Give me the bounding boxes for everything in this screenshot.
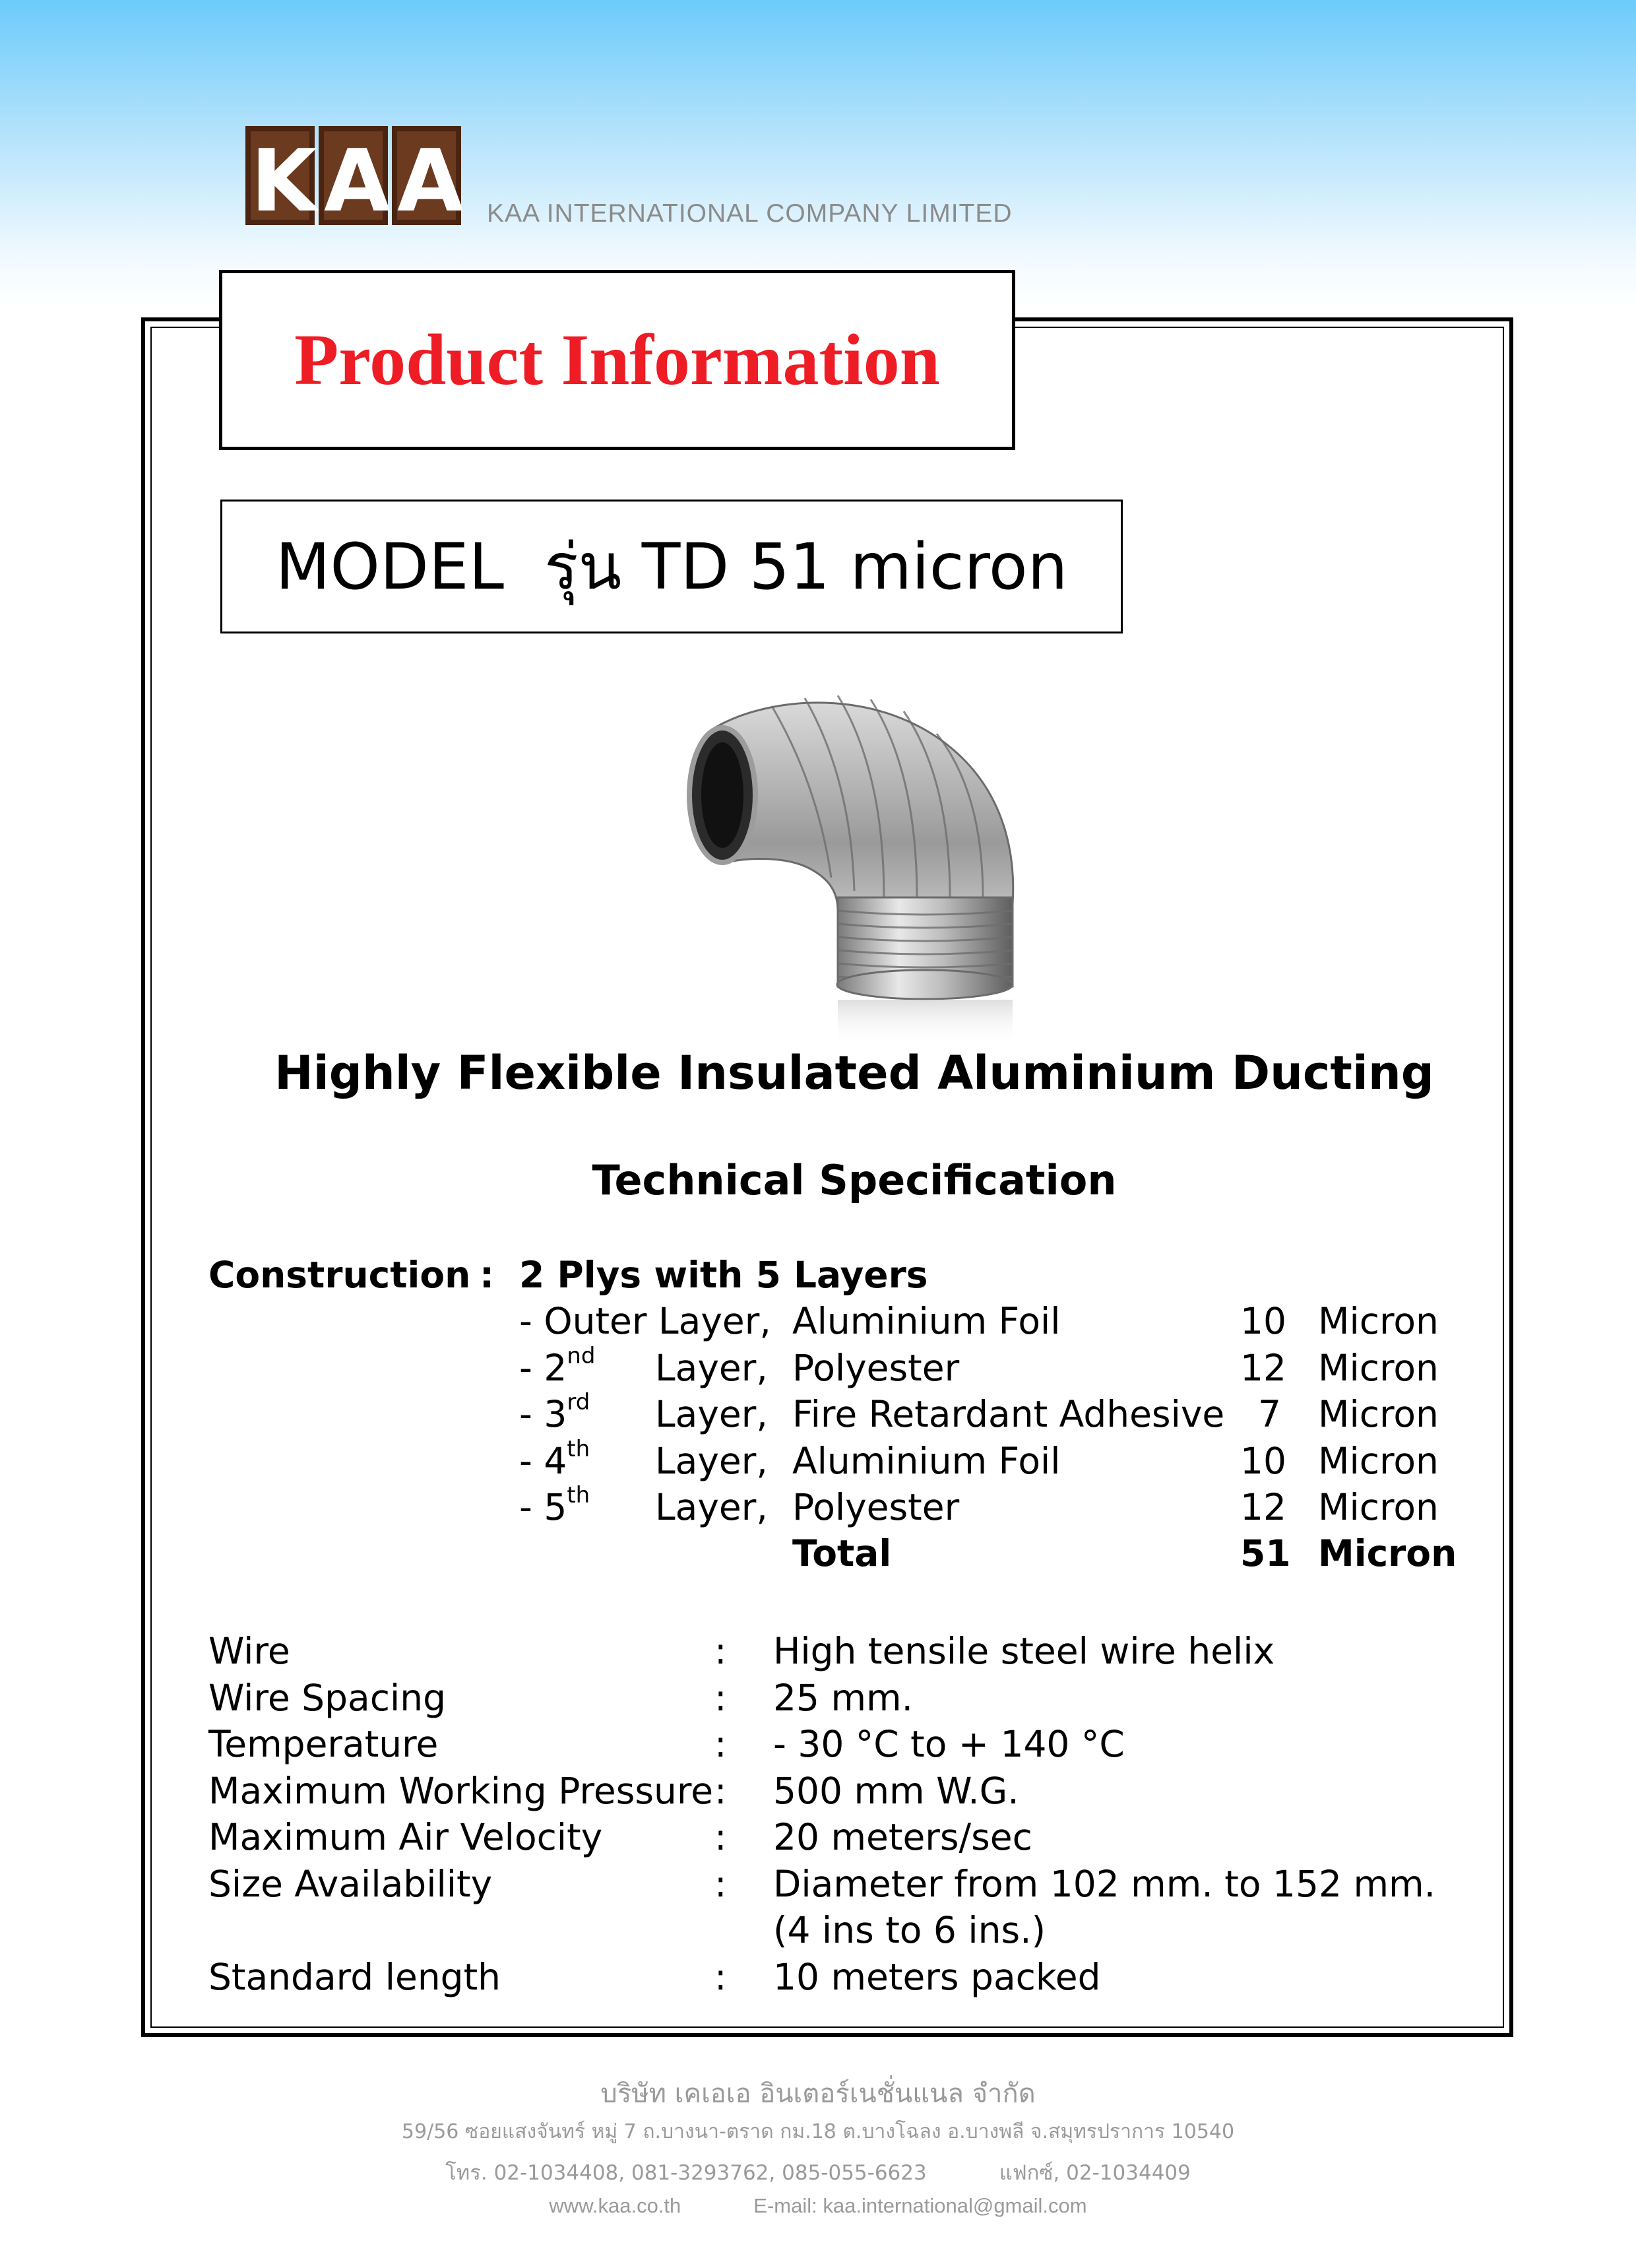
company-logo xyxy=(245,126,464,231)
layer-thickness: 12 xyxy=(1240,1486,1286,1528)
layer-unit: Micron xyxy=(1318,1346,1439,1389)
model-label: MODEL รุ่น TD 51 micron xyxy=(275,529,1068,604)
layer-prefix-text: - 5 xyxy=(519,1486,567,1528)
spec-value: 20 meters/sec xyxy=(773,1816,1032,1858)
layer-prefix xyxy=(519,1435,590,1482)
spec-label: Maximum Working Pressure xyxy=(208,1769,714,1812)
spec-separator: : xyxy=(714,1816,727,1858)
total-qty: 51 xyxy=(1240,1532,1291,1574)
spec-label: Size Availability xyxy=(208,1862,493,1905)
layer-word: Layer, xyxy=(655,1393,768,1435)
footer-contact xyxy=(0,2156,1636,2189)
company-name: KAA INTERNATIONAL COMPANY LIMITED xyxy=(487,199,1013,228)
spec-value: High tensile steel wire helix xyxy=(773,1630,1275,1672)
construction-value: 2 Plys with 5 Layers xyxy=(519,1254,928,1296)
spec-label: Standard length xyxy=(208,1955,501,1998)
layer-ordinal-suffix: th xyxy=(567,1482,590,1508)
spec-heading: Technical Specification xyxy=(592,1156,1117,1204)
spec-separator: : xyxy=(714,1723,727,1765)
layer-prefix xyxy=(519,1482,590,1528)
layer-word: Layer, xyxy=(655,1486,768,1528)
logo-letter-k: K xyxy=(245,126,315,225)
footer-email[interactable]: E-mail: kaa.international@gmail.com xyxy=(753,2194,1087,2217)
title-box xyxy=(219,270,1015,450)
layer-ordinal-suffix: rd xyxy=(567,1389,590,1415)
layer-prefix-text: - 2 xyxy=(519,1346,567,1389)
layer-thickness: 10 xyxy=(1240,1439,1286,1482)
layer-prefix xyxy=(519,1300,771,1342)
duct-product-image xyxy=(673,680,1042,1049)
footer-address: 59/56 ซอยแสงจันทร์ หมู่ 7 ถ.บางนา-ตราด กม.18 ต.บางโฉลง อ.บางพลี จ.สมุทรปราการ 10540 xyxy=(401,2120,1235,2143)
spec-value: 25 mm. xyxy=(773,1676,914,1719)
total-label: Total xyxy=(792,1532,892,1574)
product-title: Highly Flexible Insulated Aluminium Ducting xyxy=(274,1046,1434,1100)
layer-unit: Micron xyxy=(1318,1300,1439,1342)
spec-separator: : xyxy=(714,1676,727,1719)
construction-label: Construction xyxy=(208,1254,471,1296)
page-title: Product Information xyxy=(294,319,940,400)
layer-thickness: 7 xyxy=(1258,1393,1281,1435)
spec-value: 10 meters packed xyxy=(773,1955,1101,1998)
logo-letter-a-2: A xyxy=(392,126,461,225)
logo-letter-a: A xyxy=(319,126,388,225)
total-unit: Micron xyxy=(1318,1532,1457,1574)
layer-prefix xyxy=(519,1389,590,1435)
spec-label: Wire Spacing xyxy=(208,1676,446,1719)
layer-word: Layer, xyxy=(658,1300,771,1342)
layer-prefix xyxy=(519,1342,596,1389)
layer-prefix-text: - 4 xyxy=(519,1439,567,1482)
footer-tel: โทร. 02-1034408, 081-3293762, 085-055-6623 xyxy=(445,2161,927,2185)
layer-material: Polyester xyxy=(792,1346,960,1389)
layer-unit: Micron xyxy=(1318,1439,1439,1482)
model-box xyxy=(220,500,1123,633)
layer-unit: Micron xyxy=(1318,1486,1439,1528)
layer-prefix-text: - Outer xyxy=(519,1300,647,1342)
spec-separator: : xyxy=(714,1862,727,1905)
spec-value: - 30 °C to + 140 °C xyxy=(773,1723,1125,1765)
layer-ordinal-suffix: th xyxy=(567,1435,590,1462)
layer-material: Aluminium Foil xyxy=(792,1300,1061,1342)
layer-prefix-text: - 3 xyxy=(519,1393,567,1435)
footer-company-thai: บริษัท เคเอเอ อินเตอร์เนชั่นแนล จำกัด xyxy=(600,2079,1036,2109)
layer-material: Aluminium Foil xyxy=(792,1439,1061,1482)
layer-ordinal-suffix: nd xyxy=(567,1342,596,1369)
footer-fax: แฟกซ์, 02-1034409 xyxy=(999,2161,1191,2185)
spec-value: Diameter from 102 mm. to 152 mm. xyxy=(773,1862,1436,1905)
spec-label: Temperature xyxy=(208,1723,439,1765)
layer-word: Layer, xyxy=(655,1439,768,1482)
layer-material: Polyester xyxy=(792,1486,960,1528)
spec-value: 500 mm W.G. xyxy=(773,1769,1019,1812)
layer-material: Fire Retardant Adhesive xyxy=(792,1393,1225,1435)
layer-word: Layer, xyxy=(655,1346,768,1389)
footer-web-contact xyxy=(0,2194,1636,2218)
layer-unit: Micron xyxy=(1318,1393,1439,1435)
spec-label: Maximum Air Velocity xyxy=(208,1816,603,1858)
layer-thickness: 10 xyxy=(1240,1300,1286,1342)
layer-thickness: 12 xyxy=(1240,1346,1286,1389)
spec-label: Wire xyxy=(208,1630,290,1672)
spec-separator: : xyxy=(714,1955,727,1998)
footer-website[interactable]: www.kaa.co.th xyxy=(549,2194,681,2217)
spec-value: (4 ins to 6 ins.) xyxy=(773,1909,1046,1951)
construction-sep: : xyxy=(480,1254,494,1296)
spec-separator: : xyxy=(714,1630,727,1672)
spec-separator: : xyxy=(714,1769,727,1812)
